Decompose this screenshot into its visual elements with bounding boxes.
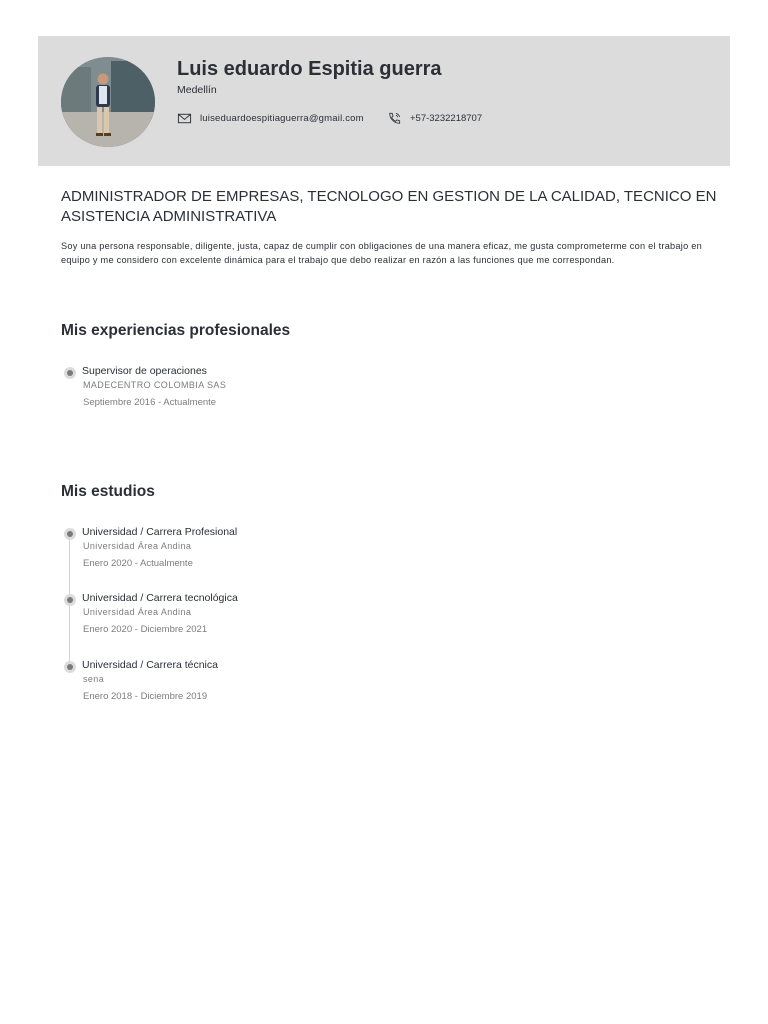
timeline-dot bbox=[64, 367, 76, 379]
education-title: Universidad / Carrera Profesional bbox=[82, 526, 238, 538]
experience-title: Supervisor de operaciones bbox=[82, 365, 207, 377]
email-contact[interactable] bbox=[177, 111, 364, 126]
education-title: Universidad / Carrera técnica bbox=[82, 659, 218, 671]
profile-headline: ADMINISTRADOR DE EMPRESAS, TECNOLOGO EN GESTION DE LA CALIDAD, TECNICO EN ASISTENCIA ADMINISTRATIVA bbox=[61, 188, 717, 225]
profile-photo bbox=[61, 57, 155, 147]
education-dates: Enero 2020 - Actualmente bbox=[83, 558, 193, 569]
education-item bbox=[61, 658, 461, 714]
timeline-dot bbox=[64, 661, 76, 673]
timeline-dot bbox=[64, 594, 76, 606]
education-item bbox=[61, 591, 461, 647]
experience-dates: Septiembre 2016 - Actualmente bbox=[83, 397, 217, 408]
profile-city: Medellín bbox=[177, 84, 217, 96]
email-text: luiseduardoespitiaguerra@gmail.com bbox=[200, 113, 364, 124]
education-institution: Universidad Área Andina bbox=[83, 607, 192, 617]
education-section-title: Mis estudios bbox=[61, 483, 155, 500]
phone-text: +57-3232218707 bbox=[410, 113, 483, 124]
education-institution: sena bbox=[83, 674, 105, 684]
experience-company: MADECENTRO COLOMBIA SAS bbox=[83, 380, 227, 390]
timeline-dot bbox=[64, 528, 76, 540]
phone-contact[interactable] bbox=[387, 111, 482, 126]
education-title: Universidad / Carrera tecnológica bbox=[82, 592, 238, 604]
phone-icon bbox=[387, 111, 402, 126]
education-institution: Universidad Área Andina bbox=[83, 541, 192, 551]
experience-item bbox=[61, 364, 461, 420]
experience-section-title: Mis experiencias profesionales bbox=[61, 322, 291, 339]
profile-name: Luis eduardo Espitia guerra bbox=[177, 58, 442, 80]
education-item bbox=[61, 525, 461, 581]
profile-header bbox=[38, 36, 730, 166]
envelope-icon bbox=[177, 111, 192, 126]
education-dates: Enero 2020 - Diciembre 2021 bbox=[83, 624, 208, 635]
education-dates: Enero 2018 - Diciembre 2019 bbox=[83, 691, 208, 702]
profile-summary: Soy una persona responsable, diligente, justa, capaz de cumplir con obligaciones de una manera eficaz, me gusta comprometerme con el trabajo en equipo y me considero con excelente dinámica para el trabajo que debo realizar en razón a las funciones que me correspondan. bbox=[61, 241, 702, 265]
